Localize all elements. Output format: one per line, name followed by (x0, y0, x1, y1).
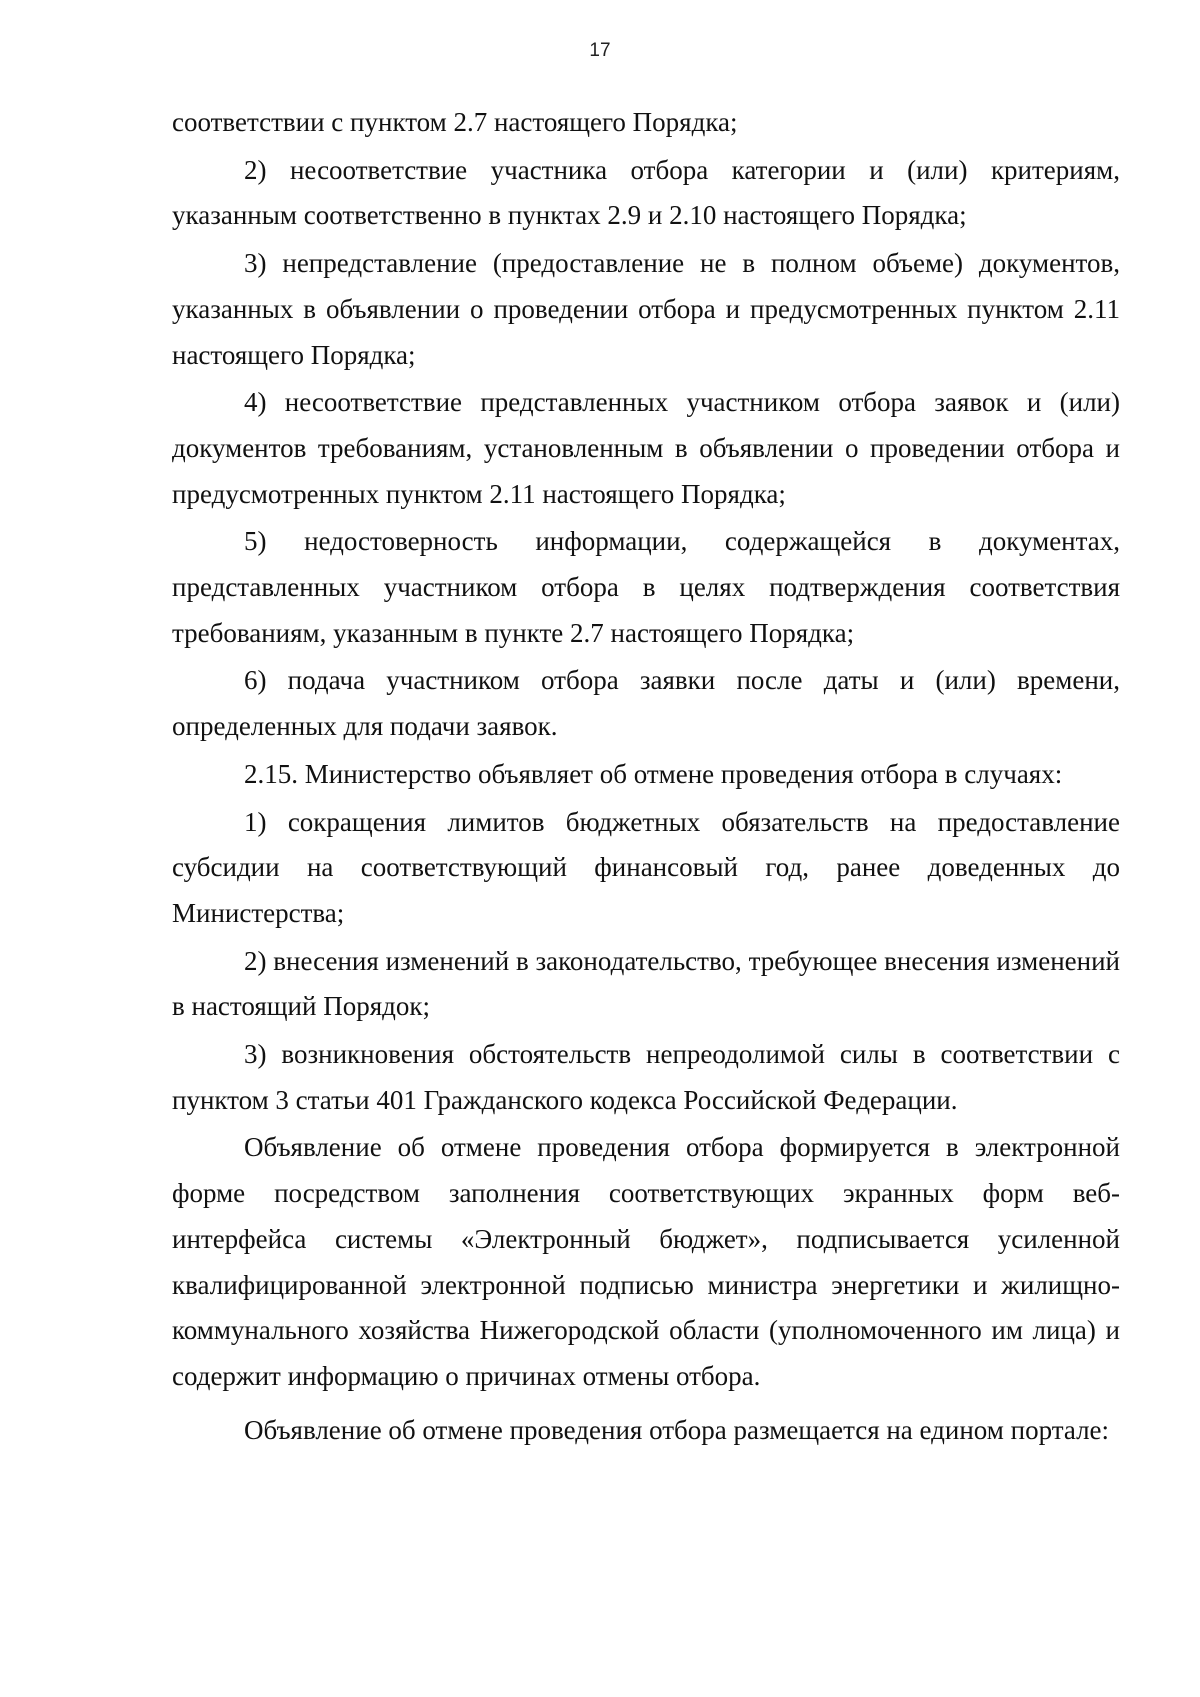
paragraph-case-3: 3) возникновения обстоятельств непреодолимой силы в соответствии с пунктом 3 статьи 401 Гражданского кодекса Российской Федерации. (172, 1039, 1120, 1115)
paragraph-section-2-15: 2.15. Министерство объявляет об отмене проведения отбора в случаях: (244, 758, 1063, 789)
paragraph-item-5: 5) недостоверность информации, содержащейся в документах, представленных участником отбора в целях подтверждения соответствия требованиям, указанным в пункте 2.7 настоящего Порядка; (172, 526, 1120, 648)
paragraph-continuation: соответствии с пунктом 2.7 настоящего Порядка; (172, 107, 738, 137)
paragraph-case-2: 2) внесения изменений в законодательство, требующее внесения изменений в настоящий Порядок; (172, 945, 1120, 1022)
paragraph-item-4: 4) несоответствие представленных участником отбора заявок и (или) документов требованиям, установленным в объявлении о проведении отбора и предусмотренных пунктом 2.11 настоящего Порядка; (172, 387, 1120, 509)
paragraph-case-1: 1) сокращения лимитов бюджетных обязательств на предоставление субсидии на соответствующий финансовый год, ранее доведенных до Министерства; (172, 806, 1120, 928)
paragraph-publication: Объявление об отмене проведения отбора размещается на едином портале: (244, 1414, 1110, 1445)
paragraph-item-3: 3) непредставление (предоставление не в полном объеме) документов, указанных в объявлении о проведении отбора и предусмотренных пунктом 2.11 настоящего Порядка; (172, 248, 1120, 370)
paragraph-cancellation-announcement: Объявление об отмене проведения отбора формируется в электронной форме посредством заполнения соответствующих экранных форм веб-интерфейса системы «Электронный бюджет», подписывается усиленной квалифицированной электронной подписью министра энергетики и жилищно-коммунального хозяйства Нижегородской области (уполномоченного им лица) и содержит информацию о причинах отмены отбора. (172, 1132, 1120, 1391)
paragraph-item-2: 2) несоответствие участника отбора категории и (или) критериям, указанным соответственно в пунктах 2.9 и 2.10 настоящего Порядка; (172, 154, 1120, 231)
document-body (172, 100, 1120, 1453)
paragraph-item-6: 6) подача участником отбора заявки после даты и (или) времени, определенных для подачи заявок. (172, 665, 1120, 742)
page-number: 17 (589, 40, 611, 61)
